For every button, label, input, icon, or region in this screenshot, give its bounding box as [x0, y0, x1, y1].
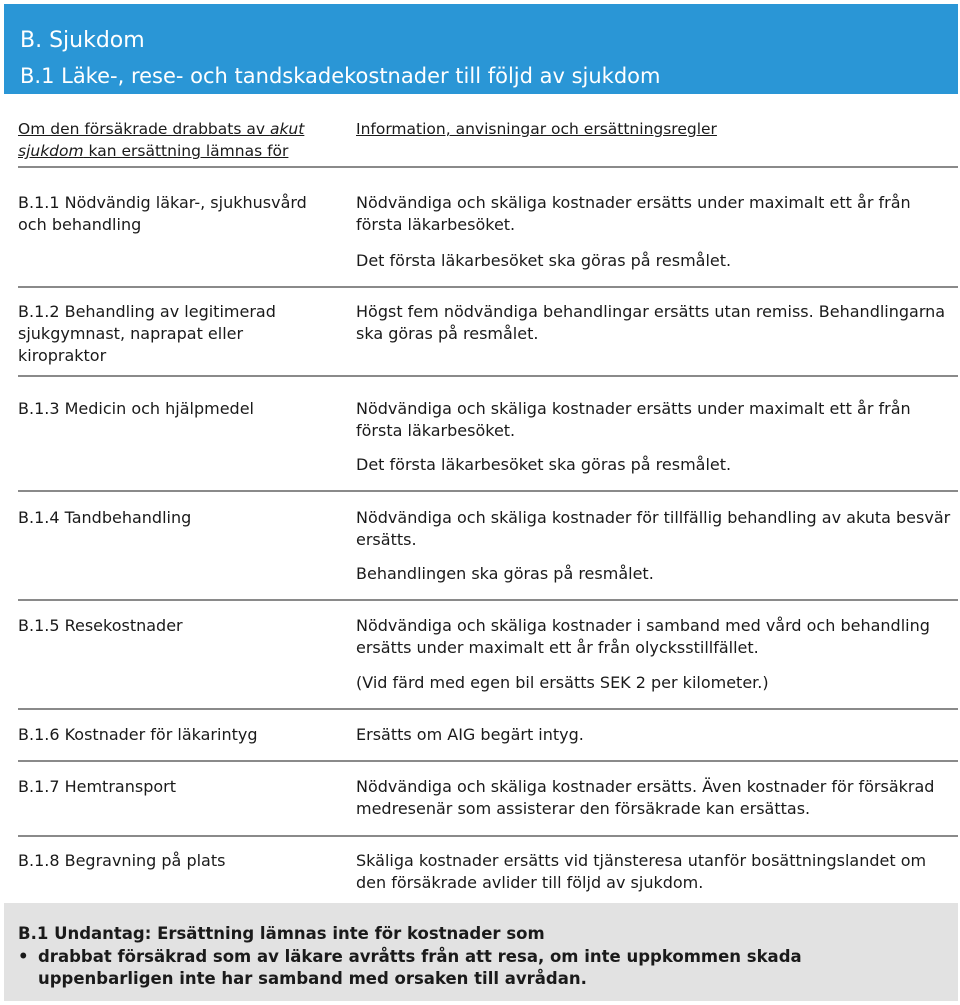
divider [18, 166, 958, 168]
row-label-b13: B.1.3 Medicin och hjälpmedel [18, 399, 254, 418]
section-title: B. Sjukdom [20, 28, 145, 53]
row-text-b18: Skäliga kostnader ersätts vid tjänsteresa utanför bosättningslandet om den försäkrade avlider till följd av sjukdom. [356, 851, 927, 892]
left-heading-part2: kan ersättning lämnas för [83, 142, 289, 160]
bullet-icon: • [18, 947, 29, 966]
right-column-heading: Information, anvisningar och ersättningsregler [356, 120, 717, 138]
row-label-b14: B.1.4 Tandbehandling [18, 508, 192, 527]
row-label-b17: B.1.7 Hemtransport [18, 777, 176, 796]
row-label-b12: B.1.2 Behandling av legitimerad sjukgymnast, naprapat eller kiropraktor [18, 302, 276, 365]
divider [18, 708, 958, 710]
row-text-b16: Ersätts om AIG begärt intyg. [356, 725, 584, 744]
row-text-b13: Nödvändiga och skäliga kostnader ersätts under maximalt ett år från första läkarbesöket. [356, 399, 911, 440]
row-text-b14: Nödvändiga och skäliga kostnader för tillfällig behandling av akuta besvär ersätts. [356, 508, 951, 549]
row-note-b14: Behandlingen ska göras på resmålet. [356, 564, 654, 583]
divider [18, 760, 958, 762]
left-heading-italic: akut sjukdom [18, 120, 305, 160]
section-subtitle: B.1 Läke-, rese- och tandskadekostnader till följd av sjukdom [20, 64, 661, 88]
divider [18, 835, 958, 837]
divider [18, 286, 958, 288]
section-header [4, 4, 958, 94]
row-note-b13: Det första läkarbesöket ska göras på resmålet. [356, 455, 732, 474]
row-text-b11: Nödvändiga och skäliga kostnader ersätts under maximalt ett år från första läkarbesöket. [356, 193, 911, 234]
row-note-b15: (Vid färd med egen bil ersätts SEK 2 per kilometer.) [356, 673, 769, 692]
divider [18, 375, 958, 377]
divider [18, 599, 958, 601]
row-label-b16: B.1.6 Kostnader för läkarintyg [18, 725, 258, 744]
row-text-b15: Nödvändiga och skäliga kostnader i samband med vård och behandling ersätts under maximalt ett år från olycksstillfället. [356, 616, 930, 657]
exclusions-box [4, 903, 958, 1001]
row-text-b17: Nödvändiga och skäliga kostnader ersätts. Även kostnader för försäkrad medresenär som assisterar den försäkrade kan ersättas. [356, 777, 935, 818]
left-heading-part1: Om den försäkrade drabbats av [18, 120, 270, 138]
row-text-b12: Högst fem nödvändiga behandlingar ersätts utan remiss. Behandlingarna ska göras på resmålet. [356, 302, 946, 343]
divider [18, 490, 958, 492]
row-label-b18: B.1.8 Begravning på plats [18, 851, 226, 870]
exclusion-item [18, 946, 918, 990]
row-label-b15: B.1.5 Resekostnader [18, 616, 183, 635]
exclusions-title: B.1 Undantag: Ersättning lämnas inte för kostnader som [18, 924, 545, 943]
left-column-heading [18, 118, 333, 162]
row-label-b11: B.1.1 Nödvändig läkar-, sjukhusvård och behandling [18, 193, 307, 234]
row-note-b11: Det första läkarbesöket ska göras på resmålet. [356, 251, 732, 270]
exclusion-text: drabbat försäkrad som av läkare avråtts från att resa, om inte uppkommen skada uppenbarligen inte har samband med orsaken till avrådan. [38, 947, 802, 988]
